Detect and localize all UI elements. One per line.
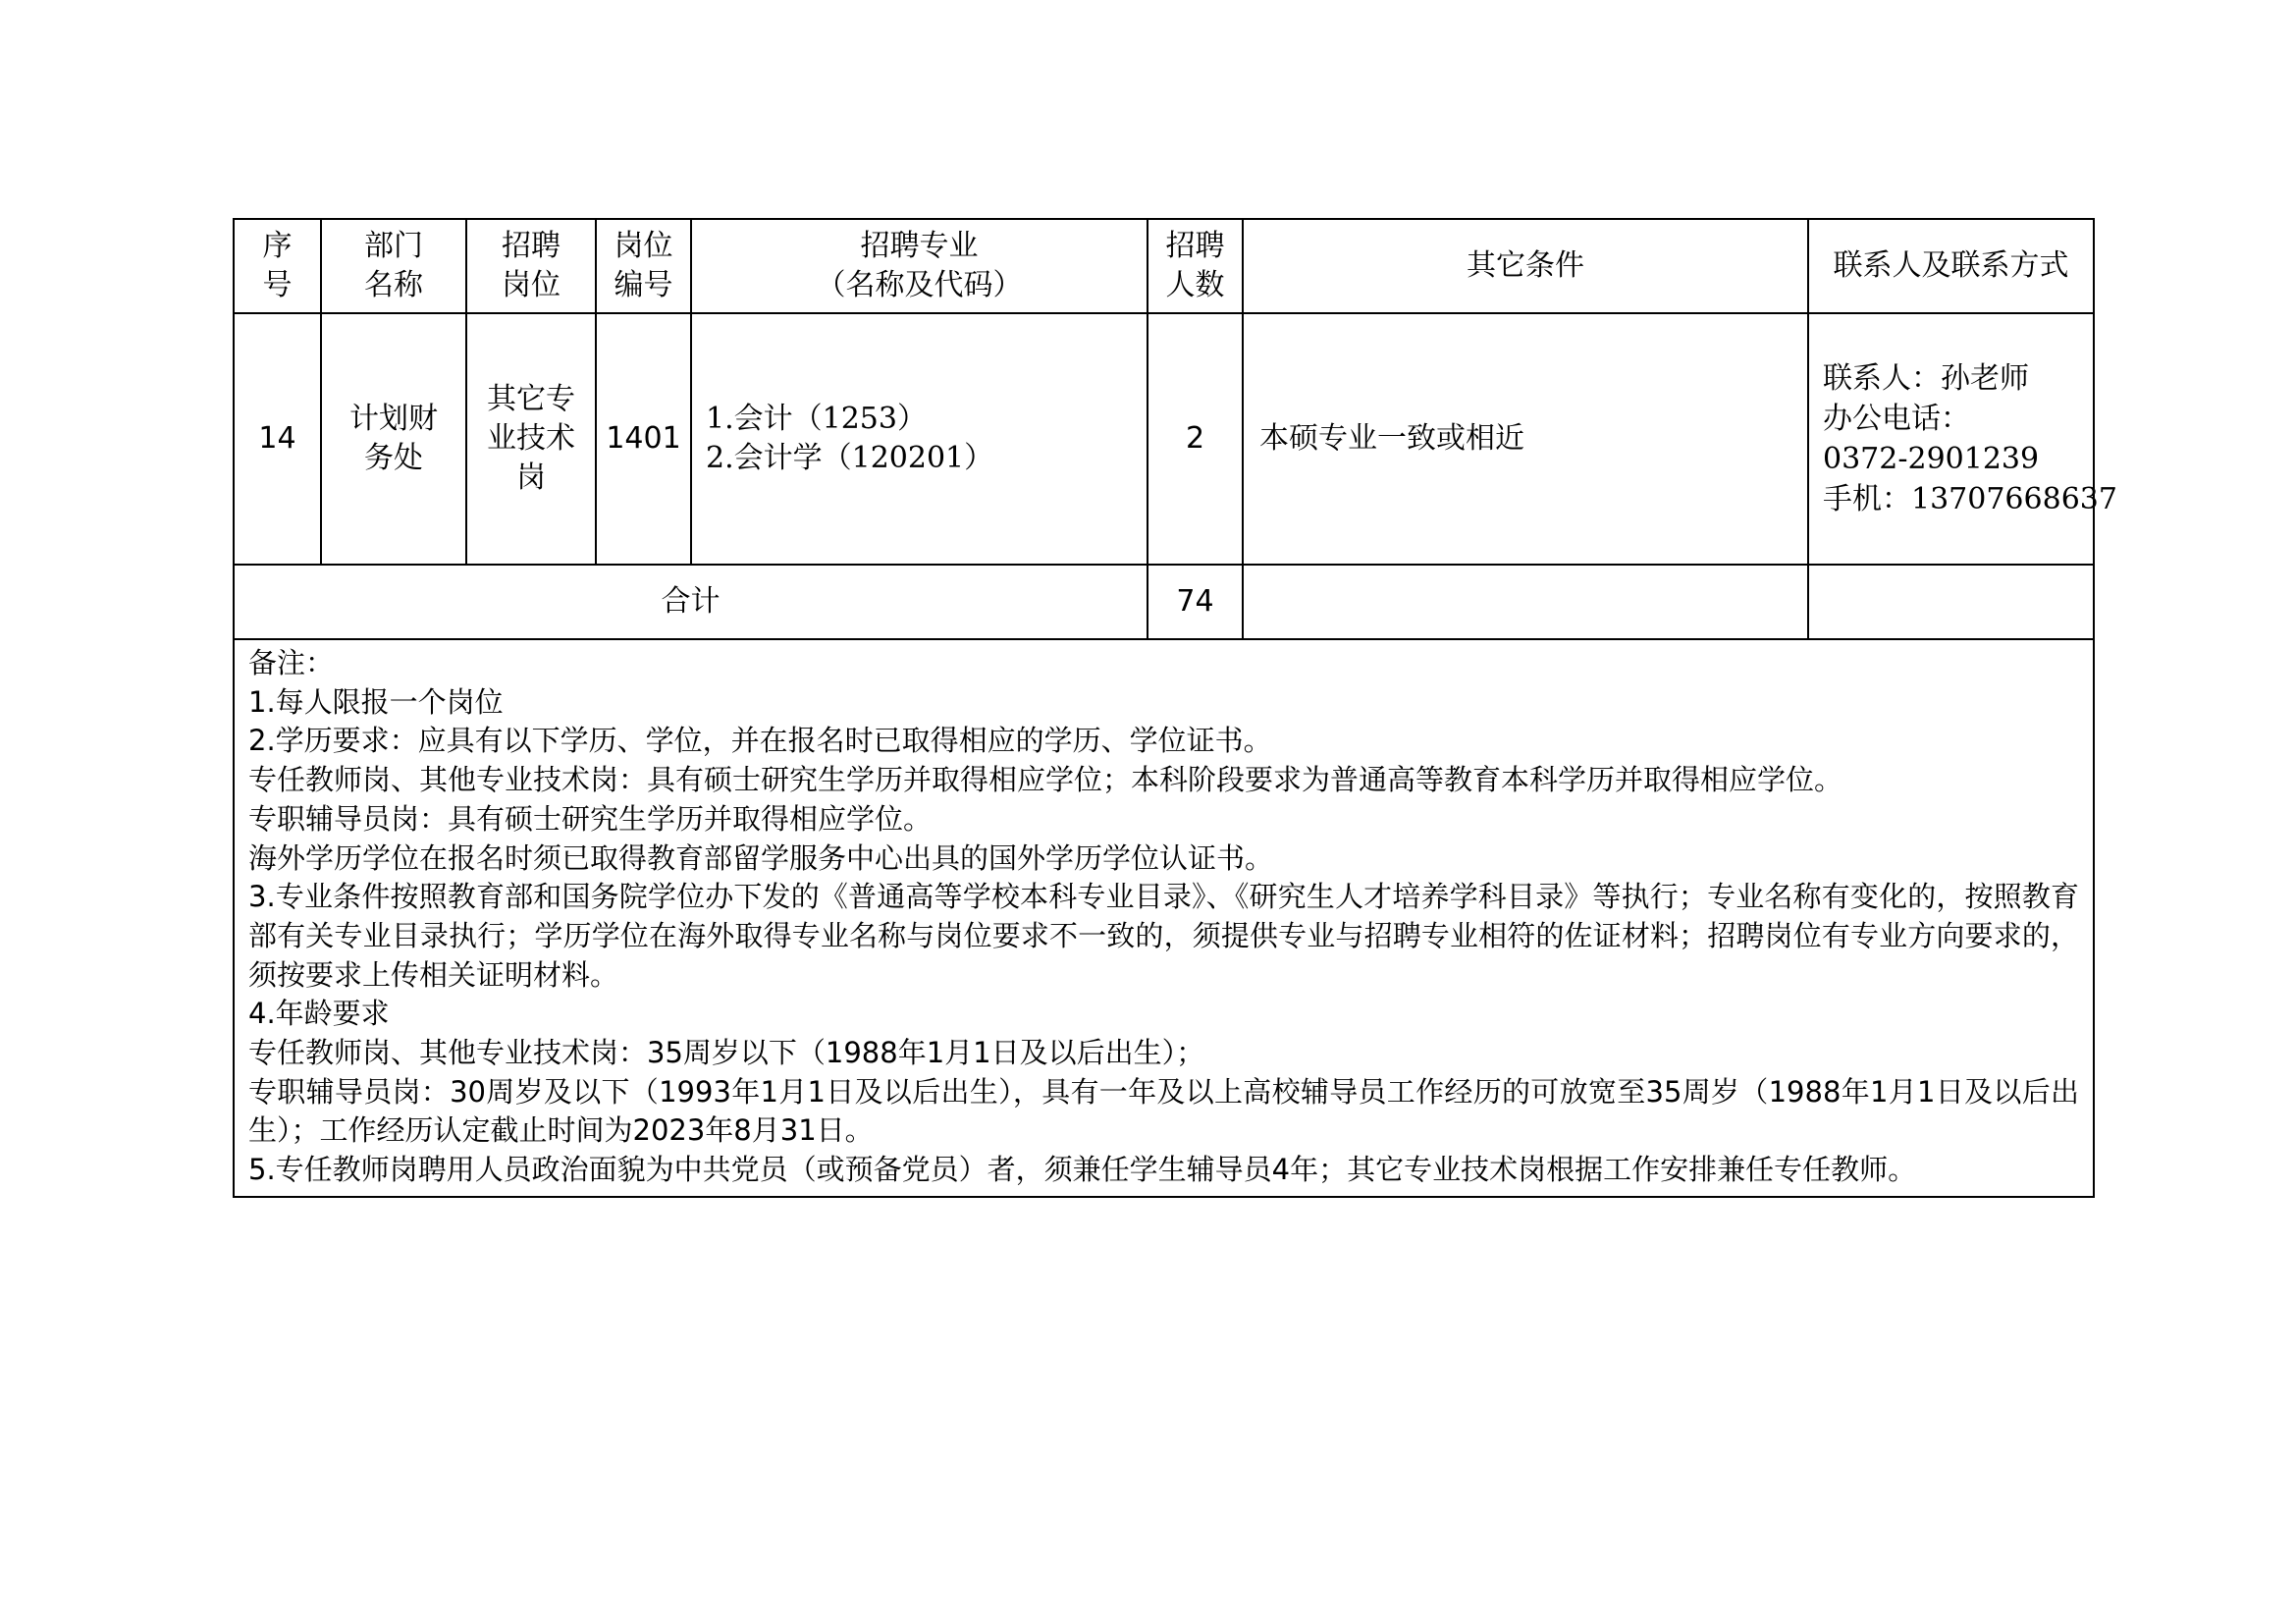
total-empty-contact (1808, 565, 2094, 639)
contact-office-label: 办公电话： (1823, 402, 1970, 436)
header-other: 其它条件 (1243, 219, 1808, 313)
header-contact: 联系人及联系方式 (1808, 219, 2094, 313)
table-row (234, 313, 2094, 565)
notes-row (234, 639, 2094, 1197)
header-count: 招聘 人数 (1148, 219, 1243, 313)
contact-person: 联系人：孙老师 (1823, 361, 2029, 396)
notes-title: 备注： (248, 646, 335, 679)
header-seq: 序 号 (234, 219, 321, 313)
note-line: 专任教师岗、其他专业技术岗：具有硕士研究生学历并取得相应学位；本科阶段要求为普通高等教育本科学历并取得相应学位。 (248, 763, 1843, 797)
contact-office-phone: 0372-2901239 (1823, 442, 2040, 476)
cell-other-conditions: 本硕专业一致或相近 (1243, 313, 1808, 565)
note-line: 专任教师岗、其他专业技术岗：35周岁以下（1988年1月1日及以后出生）； (248, 1036, 1205, 1070)
cell-code: 1401 (596, 313, 691, 565)
total-empty-other (1243, 565, 1808, 639)
note-line: 专职辅导员岗：具有硕士研究生学历并取得相应学位。 (248, 801, 933, 836)
cell-major (691, 313, 1148, 565)
note-line: 4.年龄要求 (248, 997, 390, 1031)
total-count: 74 (1148, 565, 1243, 639)
recruitment-table (233, 218, 2117, 1198)
major-item: 2.会计学（120201） (706, 441, 994, 475)
header-row (234, 219, 2094, 313)
note-line: 3.专业条件按照教育部和国务院学位办下发的《普通高等学校本科专业目录》、《研究生人才培养学科目录》等执行；专业名称有变化的，按照教育部有关专业目录执行；学历学位在海外取得专业名称与岗位要求不一致的，须提供专业与招聘专业相符的佐证材料；招聘岗位有专业方向要求的，须按要求上传相关证明材料。 (248, 880, 2079, 992)
major-item: 1.会计（1253） (706, 402, 927, 436)
notes-cell (234, 639, 2094, 1197)
header-dept: 部门 名称 (321, 219, 466, 313)
cell-count: 2 (1148, 313, 1243, 565)
total-label: 合计 (234, 565, 1148, 639)
note-line: 2.学历要求：应具有以下学历、学位，并在报名时已取得相应的学历、学位证书。 (248, 724, 1272, 758)
note-line: 1.每人限报一个岗位 (248, 684, 504, 719)
header-major: 招聘专业 （名称及代码） (691, 219, 1148, 313)
note-line: 5.专任教师岗聘用人员政治面貌为中共党员（或预备党员）者，须兼任学生辅导员4年；其它专业技术岗根据工作安排兼任专任教师。 (248, 1153, 1917, 1187)
contact-mobile: 手机：13707668637 (1823, 482, 2117, 516)
total-row (234, 565, 2094, 639)
cell-dept: 计划财 务处 (321, 313, 466, 565)
header-code: 岗位 编号 (596, 219, 691, 313)
cell-post: 其它专 业技术 岗 (466, 313, 596, 565)
cell-seq: 14 (234, 313, 321, 565)
note-line: 海外学历学位在报名时须已取得教育部留学服务中心出具的国外学历学位认证书。 (248, 840, 1274, 875)
cell-contact (1808, 313, 2117, 565)
header-post: 招聘 岗位 (466, 219, 596, 313)
note-line: 专职辅导员岗：30周岁及以下（1993年1月1日及以后出生），具有一年及以上高校辅导员工作经历的可放宽至35周岁（1988年1月1日及以后出生）；工作经历认定截止时间为2023年8月31日。 (248, 1074, 2079, 1148)
